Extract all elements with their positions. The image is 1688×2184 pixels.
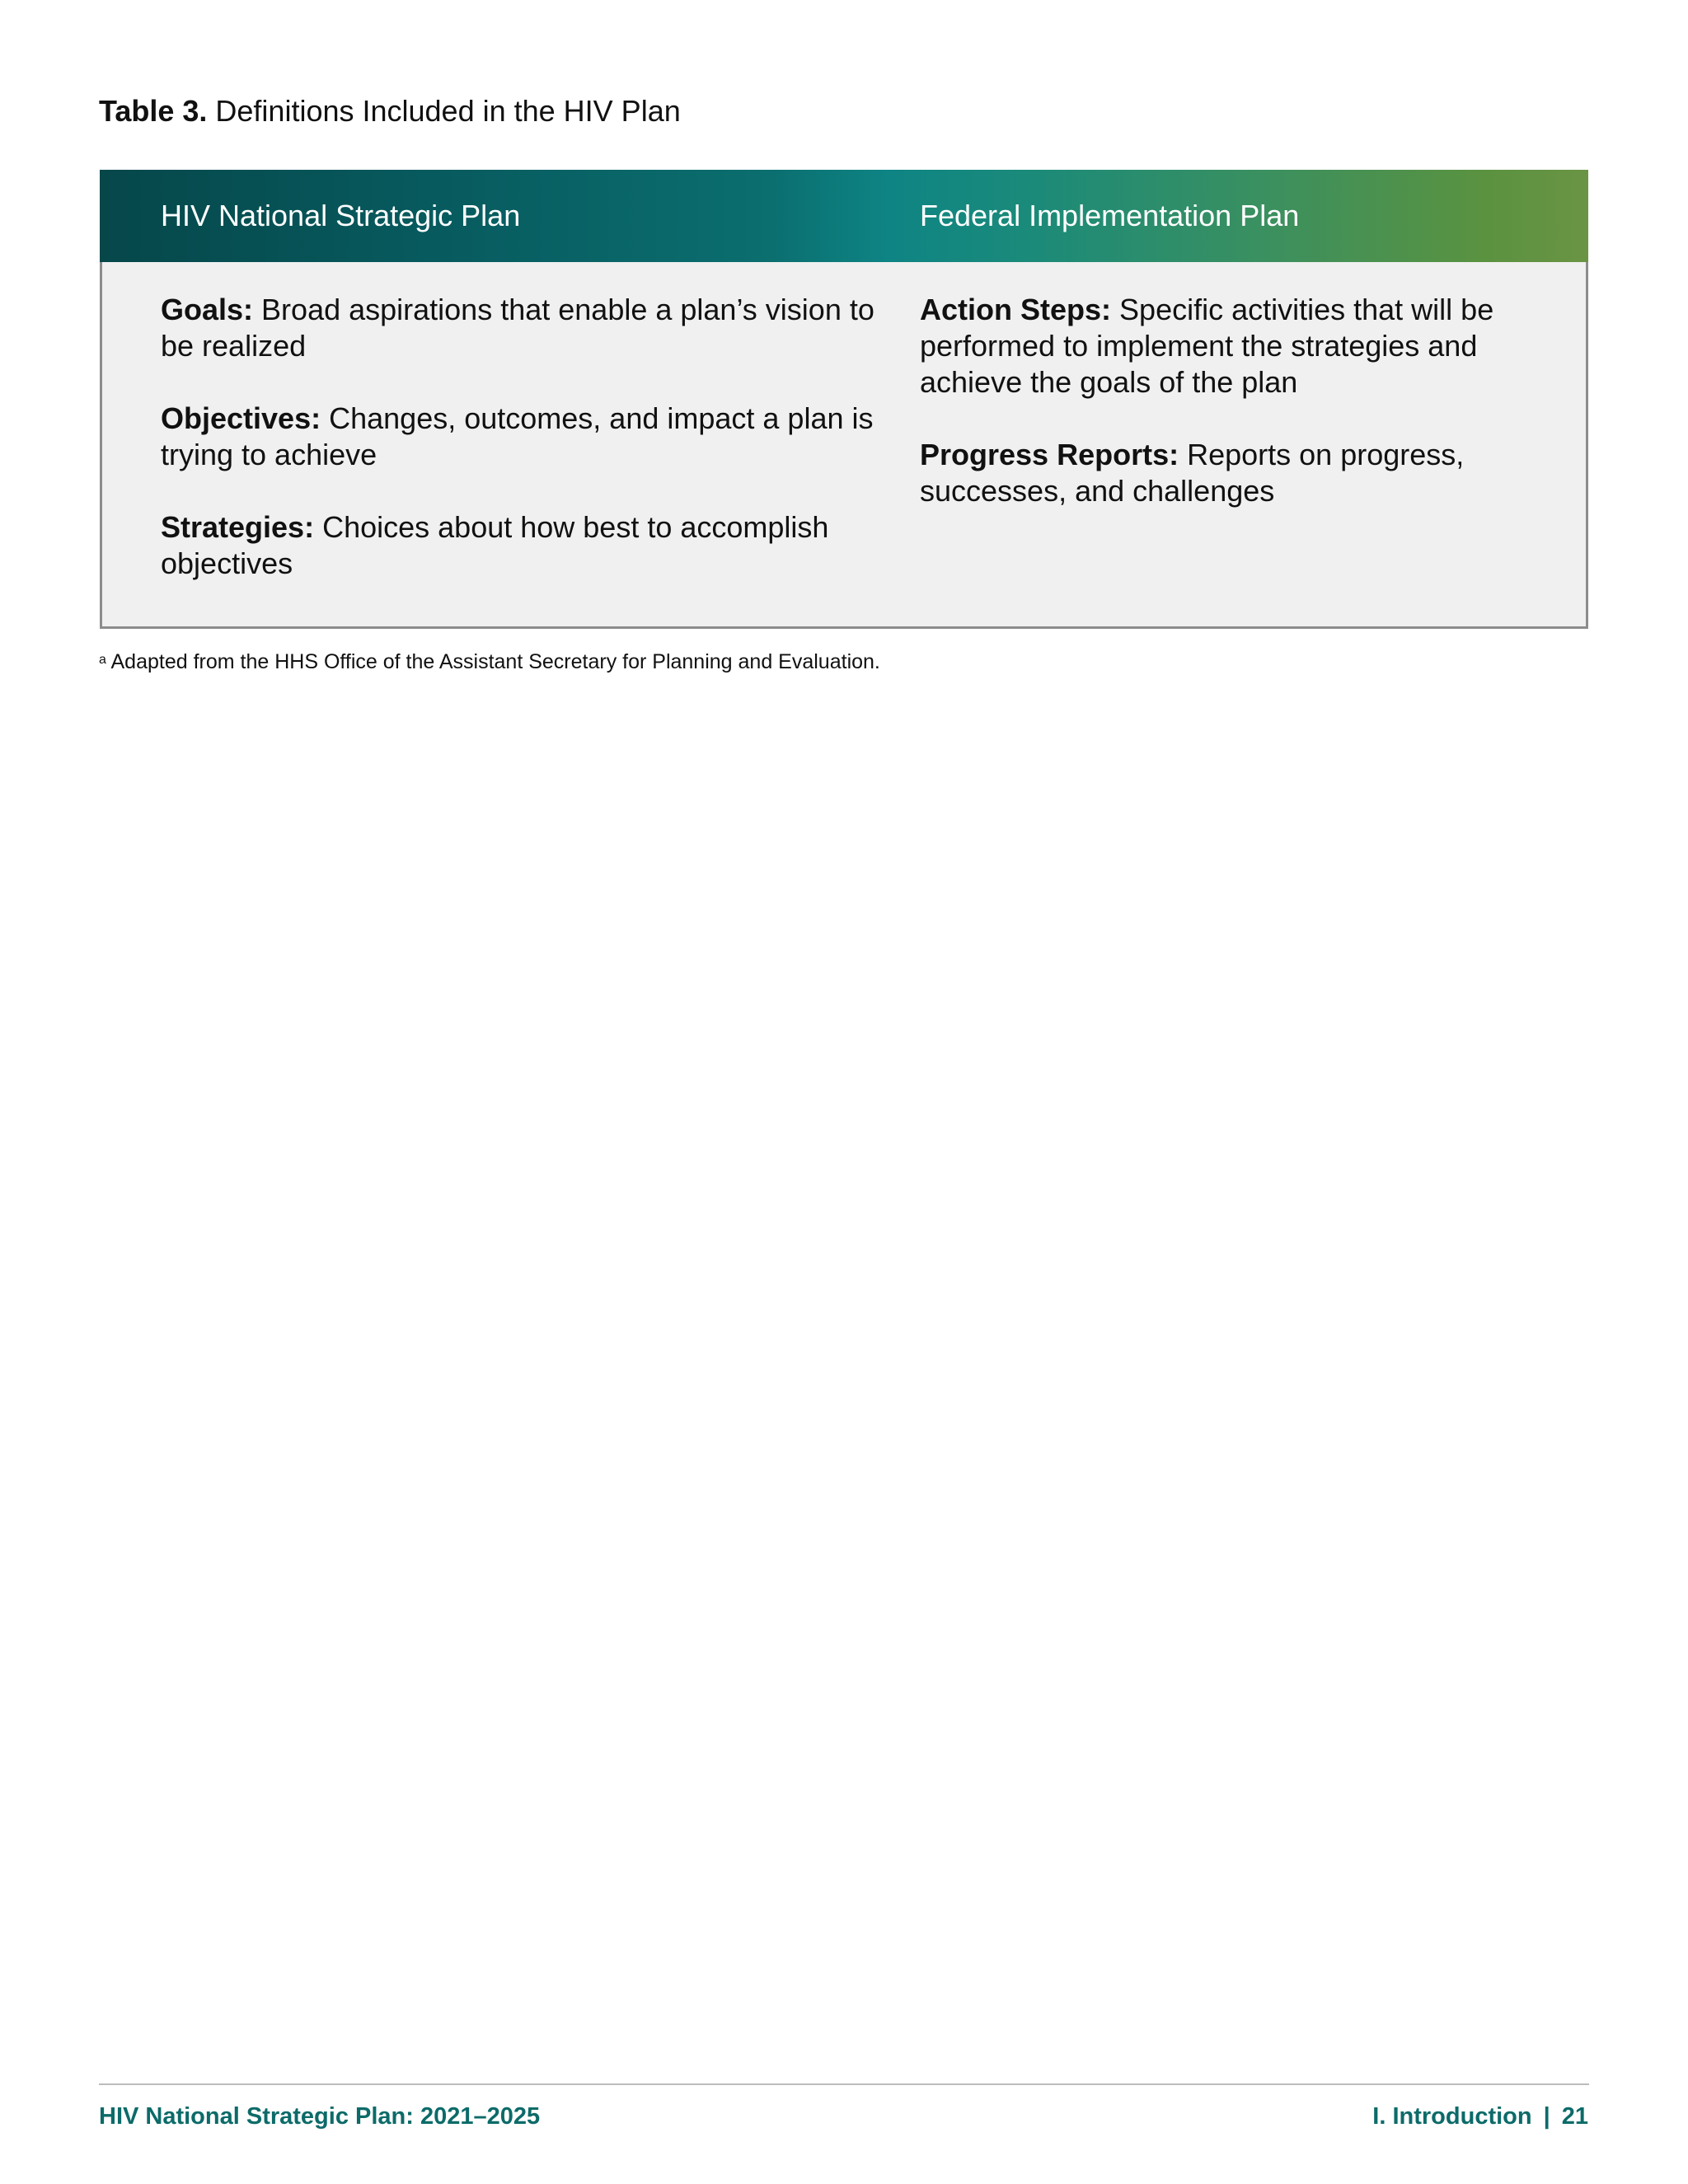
header-implementation-plan: Federal Implementation Plan	[920, 199, 1300, 232]
footnote-marker: a	[99, 653, 106, 667]
definition-text: Reports on progress, successes, and challenges	[920, 438, 1465, 508]
footer-divider	[99, 2083, 1589, 2085]
definition-term: Action Steps:	[920, 293, 1112, 326]
footnote-text: Adapted from the HHS Office of the Assistant Secretary for Planning and Evaluation.	[110, 650, 880, 673]
definition-text: Changes, outcomes, and impact a plan is trying to achieve	[161, 401, 874, 471]
definition-text: Specific activities that will be performed to implement the strategies and achieve the goals of the plan	[920, 293, 1494, 399]
implementation-plan-column	[920, 292, 1563, 546]
definition-term: Goals:	[161, 293, 254, 326]
definition-term: Objectives:	[161, 401, 321, 435]
definition-action-steps	[920, 292, 1563, 401]
footer-page-info	[1372, 2102, 1588, 2131]
footer-section: I. Introduction	[1372, 2103, 1532, 2130]
definition-goals	[161, 292, 886, 364]
footer-document-title: HIV National Strategic Plan: 2021–2025	[99, 2103, 541, 2130]
strategic-plan-column	[161, 292, 886, 618]
definition-text: Choices about how best to accomplish objectives	[161, 510, 829, 580]
table-number: Table 3.	[99, 94, 208, 128]
table-title: Definitions Included in the HIV Plan	[215, 94, 681, 128]
page-number: 21	[1561, 2103, 1588, 2130]
definition-term: Strategies:	[161, 510, 315, 544]
definition-progress-reports	[920, 437, 1563, 509]
table-header-row	[100, 170, 1588, 262]
footer-separator: |	[1543, 2103, 1550, 2130]
definition-objectives	[161, 401, 886, 473]
definitions-table	[100, 170, 1588, 629]
definition-term: Progress Reports:	[920, 438, 1179, 471]
table-caption	[99, 92, 681, 130]
definition-text: Broad aspirations that enable a plan’s vision to be realized	[161, 293, 874, 363]
definition-strategies	[161, 509, 886, 582]
table-footnote	[99, 647, 880, 675]
header-strategic-plan: HIV National Strategic Plan	[161, 199, 521, 232]
